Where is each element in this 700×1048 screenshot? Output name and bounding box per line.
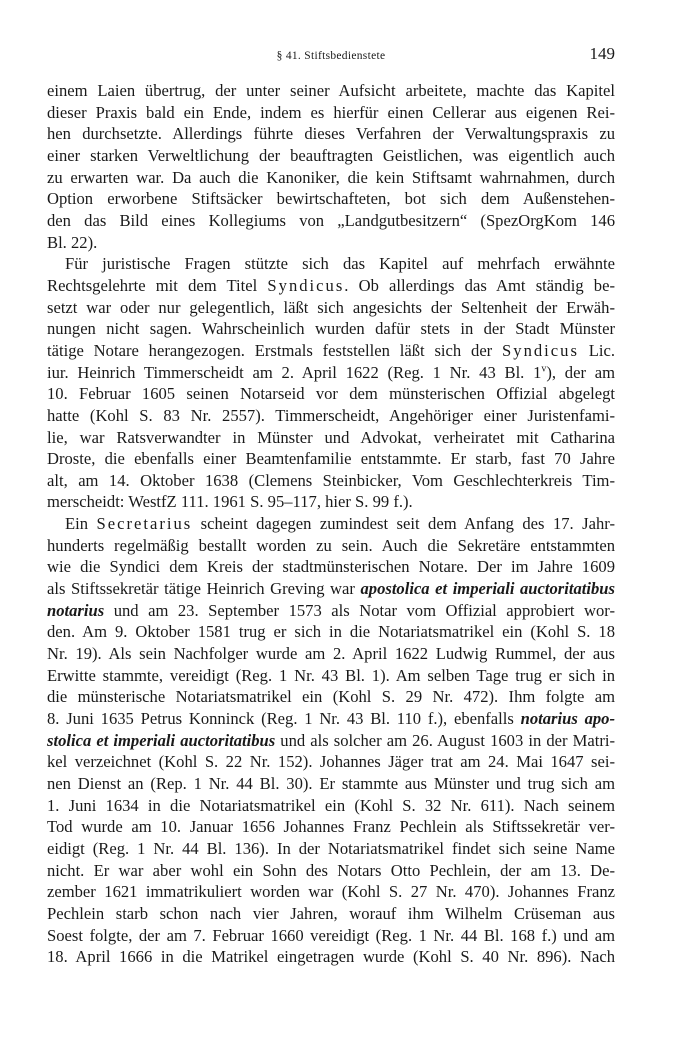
text-line: Für juristische Fragen stützte sich das Kapitel auf mehrfach erwähnte	[65, 254, 615, 274]
text-line: hatte (Kohl S. 83 Nr. 2557). Timmerscheidt, Angehöriger einer Juristenfami-	[47, 405, 615, 425]
text-line: alt, am 14. Oktober 1638 (Clemens Steinbicker, Vom Geschlechterkreis Tim-	[47, 470, 615, 490]
text-line: merscheidt: WestfZ 111. 1961 S. 95–117, hier S. 99 f.).	[47, 492, 413, 512]
text-line: Pechlein starb schon nach vier Jahren, worauf ihm Wilhelm Crüseman aus	[47, 903, 615, 923]
text-line: nungen nicht sagen. Wahrscheinlich wurden dafür stets in der Stadt Münster	[47, 319, 615, 339]
text-line: den das Bild eines Kollegiums von „Landgutbesitzern“ (SpezOrgKom 146	[47, 210, 615, 230]
text-line: dieser Praxis bald ein Ende, indem es hierfür einen Cellerar aus eigenen Rei-	[47, 102, 615, 122]
text-line: als Stiftssekretär tätige Heinrich Greving war apostolica et imperiali auctoritatibus	[47, 579, 615, 599]
running-head	[47, 44, 615, 68]
text-line: notarius und am 23. September 1573 als Notar vom Offizial approbiert wor-	[47, 600, 615, 620]
text-line: Ein Secretarius scheint dagegen zumindest seit dem Anfang des 17. Jahr-	[65, 514, 615, 534]
text-line: stolica et imperiali auctoritatibus und als solcher am 26. August 1603 in der Matri-	[47, 730, 615, 750]
text-line: wie die Syndici dem Kreis der stadtmünsterischen Notare. Der im Jahre 1609	[47, 557, 615, 577]
text-line: 1. Juni 1634 in die Notariatsmatrikel ein (Kohl S. 32 Nr. 611). Nach seinem	[47, 795, 615, 815]
text-line: einem Laien übertrug, der unter seiner Aufsicht arbeitete, machte das Kapitel	[47, 81, 615, 100]
text-line: Erwitte stammte, vereidigt (Reg. 1 Nr. 43 Bl. 1). Am selben Tage trug er sich in	[47, 665, 615, 685]
text-line: Tod wurde am 10. Januar 1656 Johannes Franz Pechlein als Stiftssekretär ver-	[47, 817, 615, 837]
text-line: Droste, die ebenfalls einer Beamtenfamilie entstammte. Er starb, fast 70 Jahre	[47, 449, 615, 469]
text-line: eidigt (Reg. 1 Nr. 44 Bl. 136). In der Notariatsmatrikel findet sich seine Name	[47, 838, 615, 858]
running-title: § 41. Stiftsbedienstete	[276, 50, 386, 62]
text-line: 8. Juni 1635 Petrus Konninck (Reg. 1 Nr. 43 Bl. 110 f.), ebenfalls notarius apo-	[47, 709, 615, 729]
text-line: tätige Notare herangezogen. Erstmals feststellen läßt sich der Syndicus Lic.	[47, 340, 615, 360]
page-number: 149	[589, 44, 615, 63]
text-line: Bl. 22).	[47, 232, 98, 252]
text-line: setzt war oder nur gelegentlich, läßt sich angesichts der Seltenheit der Erwäh-	[47, 297, 615, 317]
text-line: nicht. Er war aber wohl ein Sohn des Notars Otto Pechlein, der am 13. De-	[47, 860, 615, 880]
text-line: Option erworbene Stiftsäcker bewirtschafteten, bot sich dem Außenstehen-	[47, 189, 615, 209]
text-line: iur. Heinrich Timmerscheidt am 2. April 1622 (Reg. 1 Nr. 43 Bl. 1$^v$), der am	[47, 362, 615, 382]
text-line: nen Dienst an (Rep. 1 Nr. 44 Bl. 30). Er stammte aus Münster und trug sich am	[47, 774, 615, 793]
text-line: die münsterische Notariatsmatrikel ein (Kohl S. 29 Nr. 472). Ihm folgte am	[47, 687, 615, 707]
text-line: Nr. 19). Als sein Nachfolger wurde am 2. April 1622 Ludwig Rummel, der aus	[47, 644, 615, 664]
text-line: hen durchsetzte. Allerdings führte dieses Verfahren der Verwaltungspraxis zu	[47, 124, 615, 144]
text-line: einer starken Verweltlichung der beauftragten Geistlichen, was eigentlich auch	[47, 145, 615, 165]
text-line: Rechtsgelehrte mit dem Titel Syndicus. Ob allerdings das Amt ständig be-	[47, 275, 615, 295]
text-line: hunderts regelmäßig bestallt worden zu sein. Auch die Sekretäre entstammten	[47, 535, 615, 555]
text-line: lie, war Ratsverwandter in Münster und Advokat, verheiratet mit Catharina	[47, 427, 615, 447]
body-text	[47, 80, 615, 968]
text-line: zu erwarten war. Da auch die Kanoniker, die kein Stiftsamt wahrnahmen, durch	[47, 167, 615, 187]
text-line: kel verzeichnet (Kohl S. 22 Nr. 152). Johannes Jäger trat am 24. Mai 1647 sei-	[47, 752, 615, 772]
text-line: den. Am 9. Oktober 1581 trug er sich in die Notariatsmatrikel ein (Kohl S. 18	[47, 622, 615, 642]
text-line: 18. April 1666 in die Matrikel eingetragen wurde (Kohl S. 40 Nr. 896). Nach	[47, 947, 615, 967]
text-line: 10. Februar 1605 seinen Notarseid vor dem münsterischen Offizial abgelegt	[47, 384, 615, 404]
text-line: Soest folgte, der am 7. Februar 1660 vereidigt (Reg. 1 Nr. 44 Bl. 168 f.) und am	[47, 925, 615, 945]
text-line: zember 1621 immatrikuliert worden war (Kohl S. 27 Nr. 470). Johannes Franz	[47, 882, 615, 902]
